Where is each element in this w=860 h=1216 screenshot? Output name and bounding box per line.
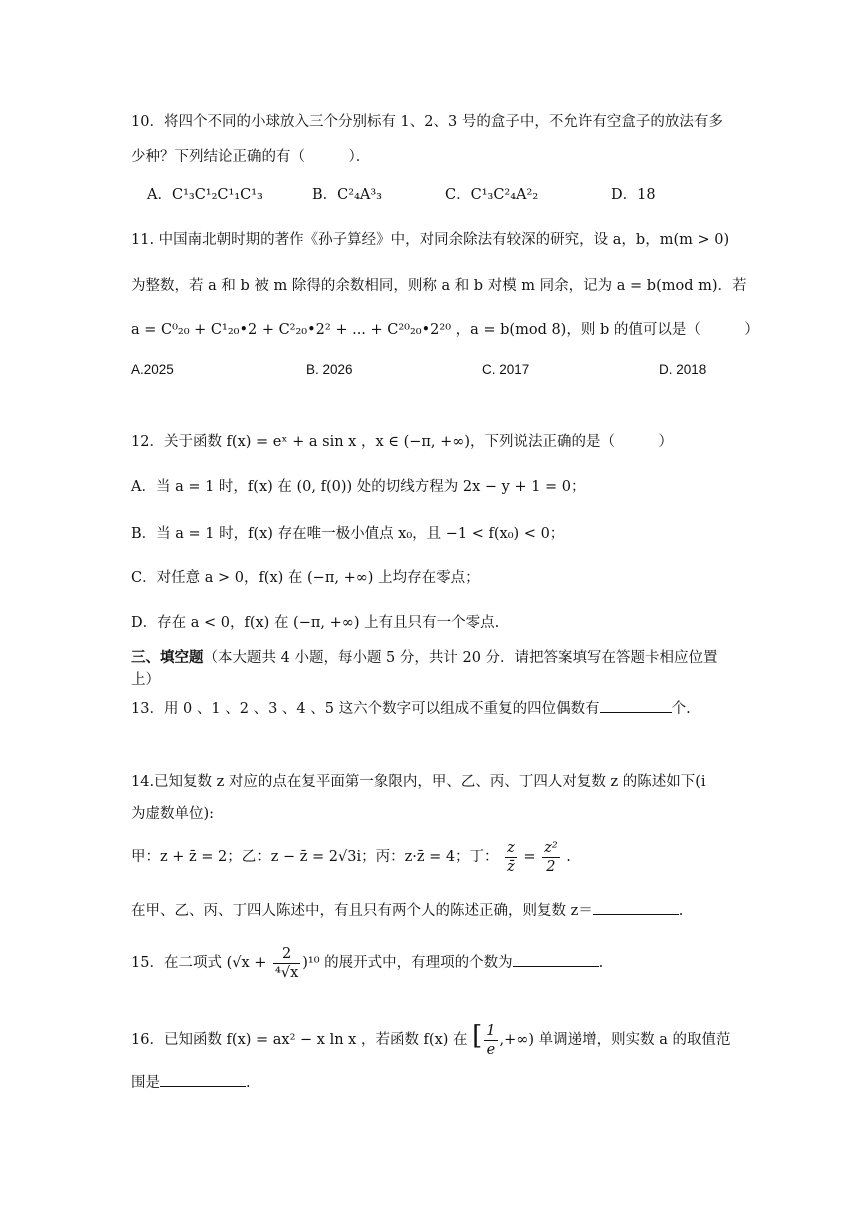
- q10-line1: 10．将四个不同的小球放入三个分别标有 1、2、3 号的盒子中，不允许有空盒子的放法有多: [131, 114, 723, 130]
- q14-line2: 为虚数单位):: [131, 806, 215, 822]
- q14-line1: 14.已知复数 z 对应的点在复平面第一象限内，甲、乙、丙、丁四人对复数 z 的陈述如下(i: [131, 774, 706, 790]
- q16-frac-num: 1: [486, 1022, 496, 1039]
- q16-interval-open: [: [472, 1021, 483, 1051]
- q16-frac-den: e: [486, 1041, 496, 1058]
- q12-option-a: A．当 a = 1 时，f(x) 在 (0, f(0)) 处的切线方程为 2x − y + 1 = 0；: [131, 479, 586, 495]
- q11-option-c: C. 2017: [482, 362, 530, 377]
- q16-answer-blank[interactable]: [160, 1072, 246, 1087]
- q13: [131, 698, 691, 719]
- q16-text-b: 单调递增，则实数 a 的取值范: [538, 1032, 731, 1048]
- q14-statements: [131, 838, 571, 876]
- q14-ding-lhs: [505, 839, 517, 876]
- q14-ding-lhs-den: z̄: [507, 858, 515, 875]
- q10-option-b: B．C²₄A³₃: [312, 187, 382, 203]
- q16-interval-rest: ,+∞): [499, 1032, 535, 1048]
- q15-expr-post: )¹⁰: [302, 955, 320, 971]
- q14-answer-blank[interactable]: [593, 900, 679, 915]
- q14-ding-rhs-den: 2: [546, 858, 556, 875]
- q12-option-d: D．存在 a < 0，f(x) 在 (−π, +∞) 上有且只有一个零点.: [131, 615, 500, 631]
- q14-statements-text: 甲：z + z̄ = 2；乙：z − z̄ = 2√3i；丙：z·z̄ = 4；丁：: [131, 849, 499, 865]
- q15: [131, 944, 603, 982]
- q15-frac-den: ⁴√x: [275, 964, 299, 981]
- q10-option-c: C．C¹₃C²₄A²₂: [445, 187, 539, 203]
- q15-text-mid: 的展开式中，有理项的个数为: [324, 955, 513, 971]
- section3-note: （本大题共 4 小题，每小题 5 分，共计 20 分．请把答案填写在答题卡相应位置: [203, 650, 718, 666]
- q13-text-end: 个.: [671, 701, 691, 717]
- q11-line2: 为整数，若 a 和 b 被 m 除得的余数相同，则称 a 和 b 对模 m 同余，记为 a = b(mod m)．若: [131, 278, 747, 294]
- q15-fraction: [273, 945, 300, 982]
- q13-text: 13．用 0 、1 、2 、3 、4 、5 这六个数字可以组成不重复的四位偶数有: [131, 701, 600, 717]
- q14-question: [131, 900, 683, 921]
- q15-frac-num: 2: [273, 945, 300, 964]
- q16-text-d: .: [246, 1075, 251, 1091]
- q14-ding-lhs-num: z: [507, 839, 515, 856]
- q16-line2: [131, 1072, 251, 1093]
- q12-stem: 12．关于函数 f(x) = eˣ + a sin x ，x ∈ (−π, +∞)，下列说法正确的是（ ）: [131, 434, 674, 450]
- q10-option-d: D．18: [611, 187, 656, 203]
- q15-text: 15．在二项式: [131, 955, 222, 971]
- q16-text-c: 围是: [131, 1075, 160, 1091]
- q14-equals: =: [523, 849, 536, 865]
- q14-ding-rhs-num: z²: [544, 839, 558, 856]
- section3-title: 三、填空题: [131, 649, 204, 666]
- q11-option-a: A.2025: [131, 362, 174, 377]
- q11-line3: a = C⁰₂₀ + C¹₂₀•2 + C²₂₀•2² + ... + C²⁰₂₀•2²⁰ ，a = b(mod 8)，则 b 的值可以是（ ）: [131, 322, 759, 338]
- q16-line1: [131, 1016, 731, 1060]
- q15-answer-blank[interactable]: [513, 952, 599, 967]
- q15-text-end: .: [598, 955, 604, 971]
- section3-note-cont: 上）: [131, 672, 160, 688]
- q14-question-end: .: [678, 903, 684, 919]
- q10-line2: 少种？下列结论正确的有（ ）．: [131, 149, 371, 165]
- q11-line1: 11. 中国南北朝时期的著作《孙子算经》中，对同余除法有较深的研究，设 a，b，m(m > 0): [131, 232, 730, 248]
- q16-text-a: 16．已知函数 f(x) = ax² − x ln x ，若函数 f(x) 在: [131, 1032, 468, 1048]
- q14-question-text: 在甲、乙、丙、丁四人陈述中，有且只有两个人的陈述正确，则复数 z＝: [131, 903, 593, 919]
- q10-option-a: A．C¹₃C¹₂C¹₁C¹₃: [147, 187, 263, 203]
- q12-option-c: C．对任意 a > 0，f(x) 在 (−π, +∞) 上均存在零点；: [131, 570, 480, 586]
- q11-option-d: D. 2018: [659, 362, 707, 377]
- section3-header: [131, 648, 718, 668]
- q14-period: .: [566, 849, 571, 865]
- q16-fraction: [484, 1022, 497, 1059]
- q11-option-b: B. 2026: [306, 362, 353, 377]
- q12-option-b: B．当 a = 1 时，f(x) 存在唯一极小值点 x₀，且 −1 < f(x₀) < 0；: [131, 526, 565, 542]
- q13-answer-blank[interactable]: [600, 698, 672, 713]
- q15-expr-pre: (√x +: [226, 955, 272, 971]
- q14-ding-rhs: [542, 839, 559, 876]
